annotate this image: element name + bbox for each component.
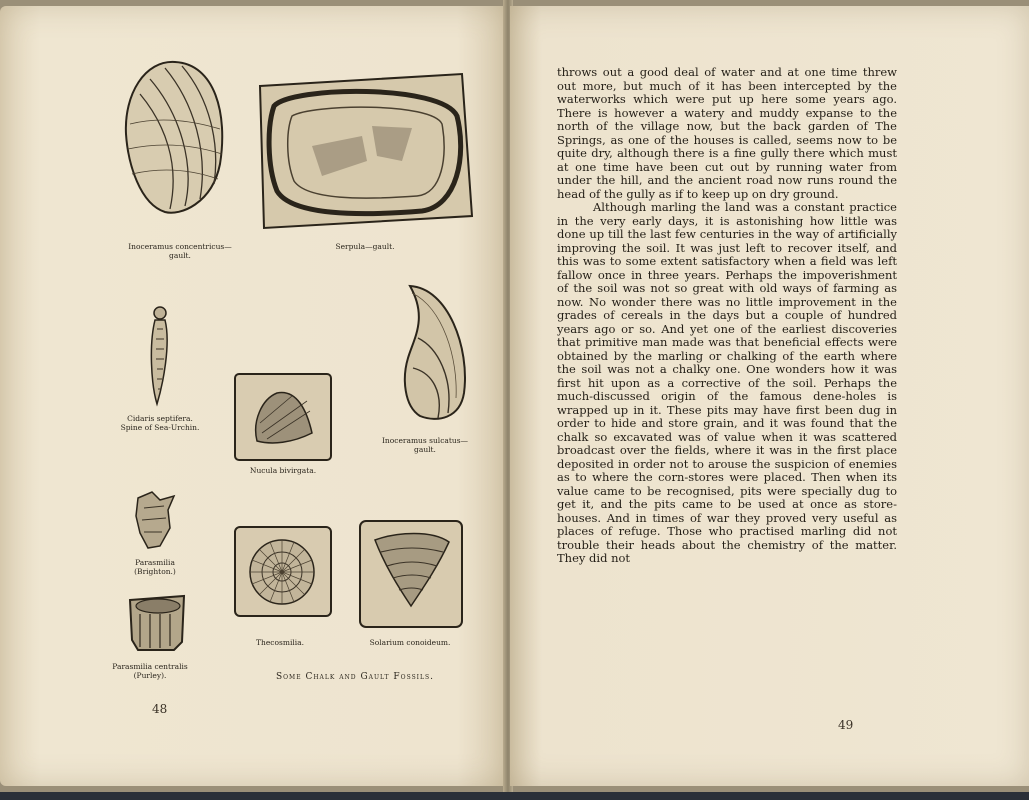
paragraph: throws out a good deal of water and at one time threw out more, but much of it has been intercepted by the waterworks which were put up here some years ago. There is however a watery and muddy expanse to the north of the village now, but the back garden of The Springs, as one of the houses is called, seems now to be quite dry, although there is a fine gully there which must at one time have been cut out by running water from under the hill, and the ancient road now runs round the head of the gully as if to keep up on dry ground. xyxy=(557,65,897,201)
thecosmilia-illustration xyxy=(232,524,334,619)
left-page xyxy=(0,6,508,786)
body-text xyxy=(557,66,897,566)
serpula-illustration xyxy=(252,66,477,236)
figure-caption: Parasmilia centralis (Purley). xyxy=(112,662,188,680)
figure-caption: Parasmilia (Brighton.) xyxy=(134,558,176,576)
parasmilia-centralis-illustration xyxy=(124,592,190,654)
inoceramus-sulcatus-illustration xyxy=(398,278,473,428)
figure-caption: Thecosmilia. xyxy=(256,638,304,647)
nucula-illustration xyxy=(232,371,334,463)
parasmilia-brighton-illustration xyxy=(130,488,178,553)
page-number-right: 49 xyxy=(838,718,854,732)
solarium-illustration xyxy=(357,518,465,630)
inoceramus-concentricus-illustration xyxy=(120,54,230,219)
paragraph: Although marling the land was a constant practice in the very early days, it is astonishing how little was done up till the last few centuries in the way of artificially improving the soil. It was just left to recover itself, and this was to some extent satisfactory when a field was left fallow once in three years. Perhaps the impoverishment of the soil was not so great with old ways of farming as now. No wonder there was no little improvement in the grades of cereals in the days but a couple of hundred years ago or so. And yet one of the earliest discoveries that primitive man made was that beneficial effects were obtained by the marling or chalking of the earth where the soil was not a chalky one. One wonders how it was first hit upon as a corrective of the soil. Perhaps the much-discussed origin of the famous dene-holes is wrapped up in it. These pits may have first been dug in order to hide and store grain, and it was found that the chalk so excavated was of value when it was scattered broadcast over the fields, where it was in the first place deposited in order not to arouse the suspicion of enemies as to where the corn-stores were placed. Then when its value came to be recognised, pits were specially dug to get it, and the pits came to be used at once as store-houses. And in times of war they proved very useful as places of refuge. Those who practised marling did not trouble their heads about the chemistry of the matter. They did not xyxy=(557,200,897,565)
figure-caption: Cidaris septifera. Spine of Sea-Urchin. xyxy=(120,414,200,432)
figure-caption: Serpula—gault. xyxy=(335,242,395,251)
cidaris-illustration xyxy=(145,304,175,409)
plate-title: Some Chalk and Gault Fossils. xyxy=(275,672,435,682)
figure-caption: Nucula bivirgata. xyxy=(249,466,317,475)
figure-caption: Solarium conoideum. xyxy=(369,638,451,647)
figure-caption: Inoceramus sulcatus— gault. xyxy=(381,436,469,454)
figure-caption: Inoceramus concentricus— gault. xyxy=(128,242,232,260)
page-number-left: 48 xyxy=(152,702,168,716)
